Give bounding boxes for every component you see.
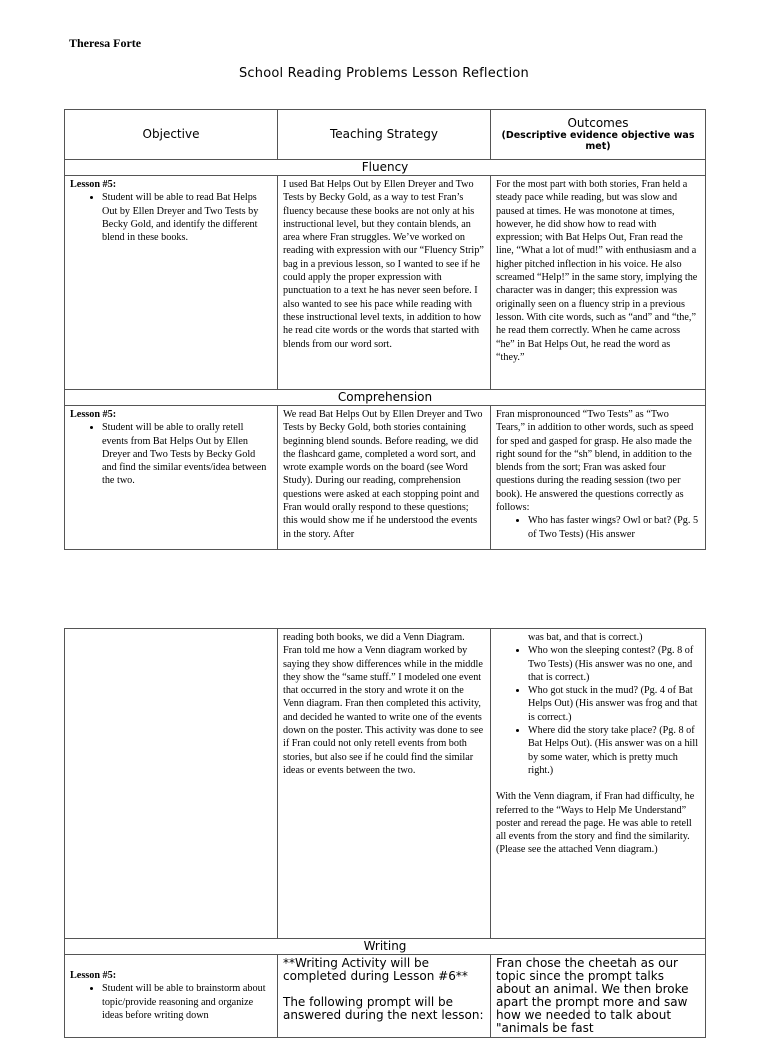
comprehension-outcome-text: Fran mispronounced “Two Tests” as “Two Tears,” in addition to other words, such as speed for sped and gasped for grasp. He also made the right sound for the “sh” blend, in addition to the blends from the sort; Fran was asked four questions during the reading session (two per book). He answered the questions correctly as follows: xyxy=(496,409,694,514)
fluency-strategy: I used Bat Helps Out by Ellen Dreyer and Two Tests by Becky Gold, as a way to test Fran’s fluency because these books are not only at his instructional level, but they contain blends, an area where Fran struggles. We’ve worked on reading with expression with our “Fluency Strip” bag in a previous lesson, so I wanted to see if he could apply the proper expression with punctuation to a text he has never seen before. I also wanted to see his pace while reading with these instructional level texts, in addition to how he read cite words or the words that started with blends from our word sort. xyxy=(278,176,491,390)
comprehension-strategy: We read Bat Helps Out by Ellen Dreyer and Two Tests by Becky Gold, both stories containing beginning blend sounds. Before reading, we did the flashcard game, completed a word sort, and wrote example words on the board (see Word Study). During our reading, comprehension questions were asked at each stopping point and Fran would orally respond to these questions; this would show me if he understood the events in the story. After xyxy=(278,406,491,550)
writing-objective xyxy=(65,955,278,1038)
fluency-objective-item: • Student will be able to read Bat Helps Out by Ellen Dreyer and Two Tests by Becky Gold, and identify the different blend in these books. xyxy=(102,191,272,244)
writing-strategy-note: **Writing Activity will be completed during Lesson #6** xyxy=(283,956,468,983)
reflection-table-page-1 xyxy=(64,109,706,550)
comprehension-objective xyxy=(65,406,278,550)
comprehension-outcome xyxy=(491,406,706,550)
fluency-outcome: For the most part with both stories, Fran held a steady pace while reading, but was slow and paused at times. He was monotone at times, however, he did show how to read with expression; with Bat Helps Out, Fran read the line, “What a lot of mud!” with enthusiasm and a higher pitched inflection in his voice. He also screamed “Help!” in the same story, implying the character was in danger; this expression was originally seen on a fluency strip in a previous lesson. With cite words, such as “and” and “the,” he read them correctly. When he came across “he” in Bat Helps Out, he read the word as “they.” xyxy=(491,176,706,390)
comprehension-outcome-venn: With the Venn diagram, if Fran had difficulty, he referred to the “Ways to Help Me Understand” poster and reread the page. He was able to retell all events from the story and find the similarity. (Please see the attached Venn diagram.) xyxy=(496,791,695,856)
fluency-lesson-label: Lesson #5: xyxy=(70,179,117,190)
question-4: • Where did the story take place? (Pg. 8 of Bat Helps Out). (His answer was on a hill by some water, which is pretty much right.) xyxy=(528,724,700,777)
comprehension-objective-cont xyxy=(65,629,278,939)
document-title: School Reading Problems Lesson Reflection xyxy=(238,66,529,81)
question-1: • Who has faster wings? Owl or bat? (Pg. 5 of Two Tests) (His answer xyxy=(528,514,700,541)
comprehension-outcome-cont xyxy=(491,629,706,939)
question-3: • Who got stuck in the mud? (Pg. 4 of Bat Helps Out) (His answer was frog and that is correct.) xyxy=(528,684,700,724)
question-1-cont: was bat, and that is correct.) xyxy=(528,632,643,643)
comprehension-strategy-cont: reading both books, we did a Venn Diagram. Fran told me how a Venn diagram worked by saying they show differences while in the middle they show the “same stuff.” I modeled one event that occurred in the story and wrote it on the Venn diagram. Fran then completed this activity, and decided he wanted to write one of the events down on the poster. This activity was done to see if Fran could not only retell events from both stories, but also see if he could find the similar ideas or events between the two. xyxy=(278,629,491,939)
section-fluency: Fluency xyxy=(65,160,706,176)
question-2: • Who won the sleeping contest? (Pg. 8 of Two Tests) (His answer was no one, and that is correct.) xyxy=(528,644,700,684)
writing-lesson-label: Lesson #5: xyxy=(70,970,117,981)
writing-strategy xyxy=(278,955,491,1038)
fluency-objective xyxy=(65,176,278,390)
reflection-table-page-2 xyxy=(64,628,706,1038)
writing-outcome: Fran chose the cheetah as our topic since the prompt talks about an animal. We then broke apart the prompt more and saw how we needed to talk about "animals be fast xyxy=(491,955,706,1038)
author-name: Theresa Forte xyxy=(69,36,142,50)
writing-objective-item: • Student will be able to brainstorm about topic/provide reasoning and organize ideas before writing down xyxy=(102,982,272,1022)
header-outcomes xyxy=(491,110,706,160)
outcomes-label: Outcomes xyxy=(567,115,629,130)
header-objective: Objective xyxy=(65,110,278,160)
comprehension-lesson-label: Lesson #5: xyxy=(70,409,117,420)
writing-strategy-prompt: The following prompt will be answered during the next lesson: xyxy=(283,995,484,1022)
section-writing: Writing xyxy=(65,939,706,955)
section-comprehension: Comprehension xyxy=(65,390,706,406)
comprehension-objective-item: • Student will be able to orally retell events from Bat Helps Out by Ellen Dreyer and Two Tests by Becky Gold and find the similar events/idea between the two. xyxy=(102,421,272,487)
header-teaching-strategy: Teaching Strategy xyxy=(278,110,491,160)
outcomes-sublabel: (Descriptive evidence objective was met) xyxy=(501,130,695,153)
